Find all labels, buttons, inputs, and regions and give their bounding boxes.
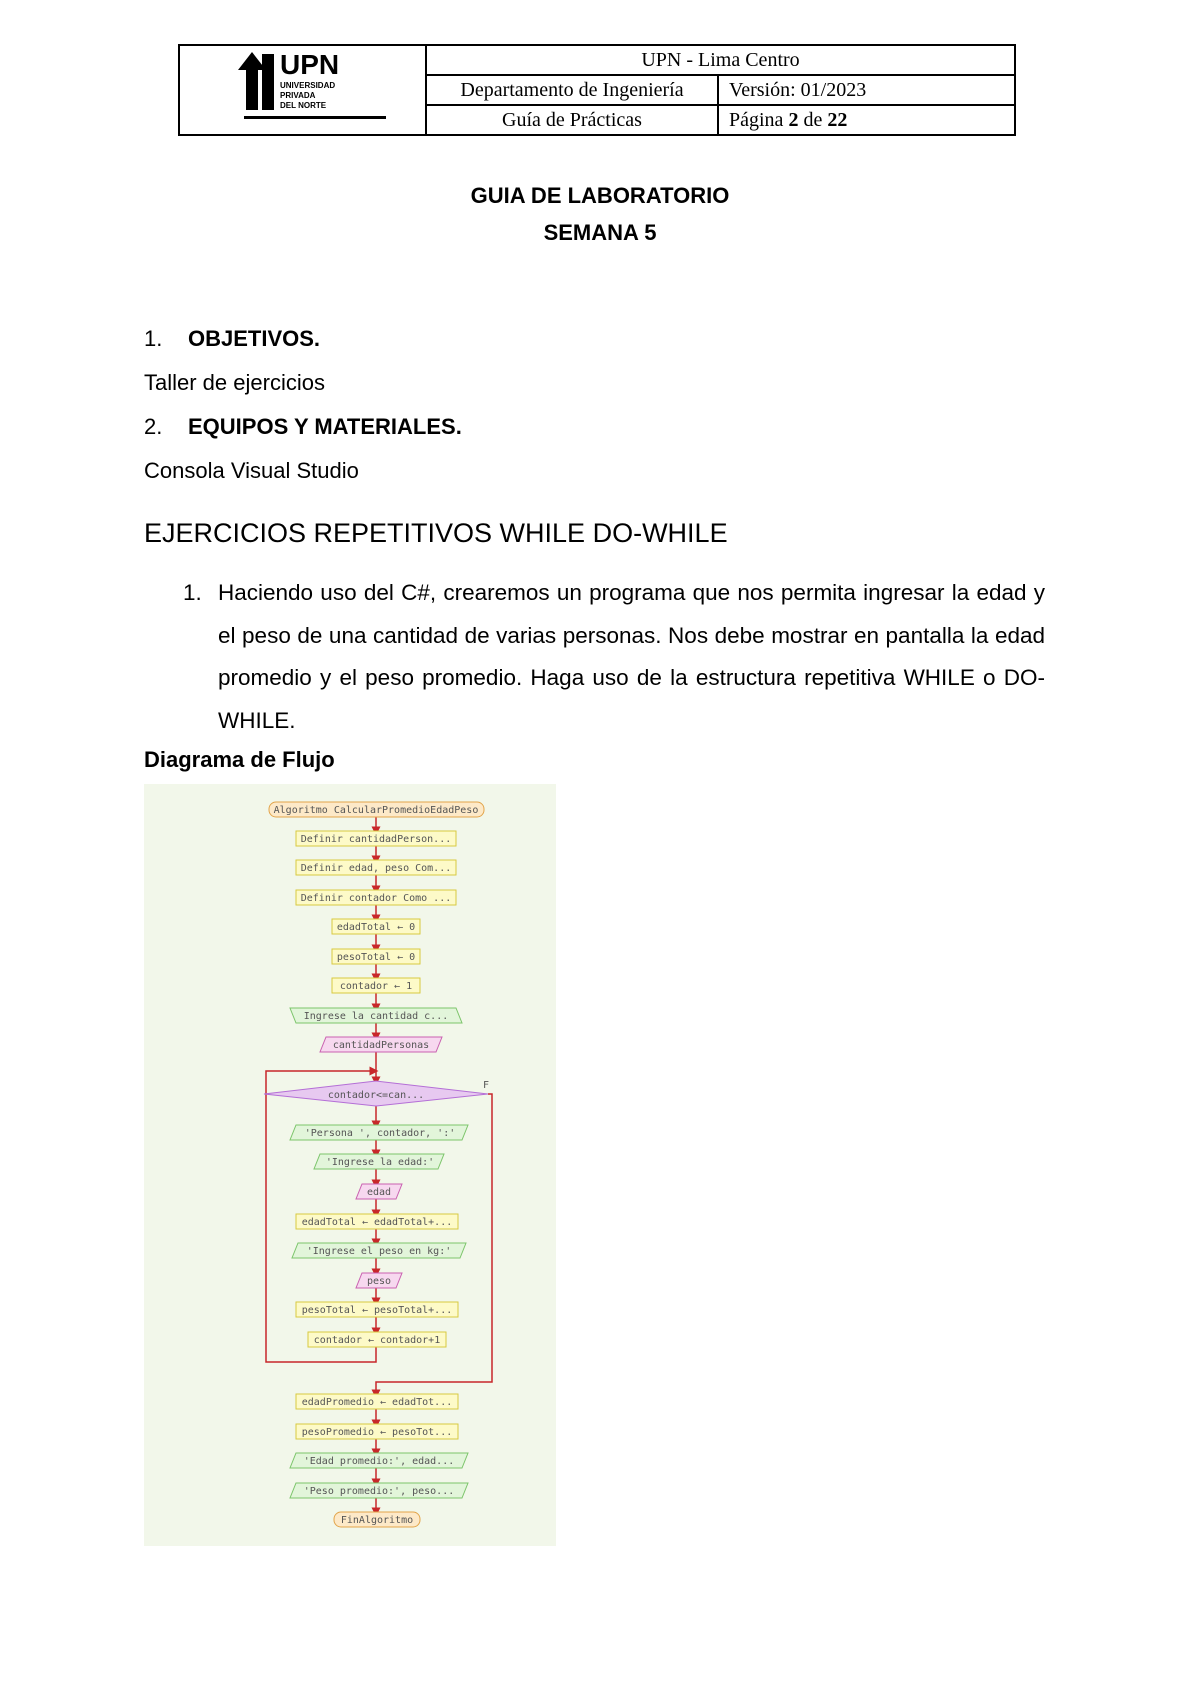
read-count-text: cantidadPersonas <box>332 1040 430 1051</box>
start-text: Algoritmo CalcularPromedioEdadPeso <box>273 805 479 816</box>
def-text-1: Definir cantidadPerson... <box>300 834 452 845</box>
logo-line-2: PRIVADA <box>280 91 316 100</box>
ask-age-text: 'Ingrese la edad:' <box>325 1157 435 1168</box>
exercise-1-text: Haciendo uso del C#, crearemos un programa que nos permita ingresar la edad y el peso de una cantidad de varias personas. Nos debe mostrar en pantalla la edad promedio y el peso promedio. Haga uso de la estructura repetitiva WHILE o DO-WHILE. <box>218 580 1045 733</box>
section-1-number: 1. <box>144 326 163 351</box>
init-text-2: pesoTotal ← 0 <box>336 952 416 963</box>
upn-logo <box>179 45 426 135</box>
section-2-body: Consola Visual Studio <box>144 458 359 483</box>
page-subtitle: SEMANA 5 <box>543 220 657 245</box>
init-text-1: edadTotal ← 0 <box>336 922 416 933</box>
exercise-1-number: 1. <box>183 580 202 605</box>
ask-weight-text: 'Ingrese el peso en kg:' <box>306 1246 452 1257</box>
upn-logo-icon <box>180 46 425 128</box>
logo-brand: UPN <box>280 49 340 80</box>
def-text-2: Definir edad, peso Com... <box>300 863 452 874</box>
section-2-number: 2. <box>144 414 163 439</box>
section-1-heading <box>144 326 320 352</box>
department-cell: Departamento de Ingeniería <box>426 75 718 105</box>
document-header <box>178 44 1016 136</box>
def-text-3: Definir contador Como ... <box>300 893 452 904</box>
init-text-3: contador ← 1 <box>339 981 413 992</box>
read-age-text: edad <box>366 1187 392 1198</box>
page-of: de <box>798 108 828 131</box>
sum-age-text: edadTotal ← edadTotal+... <box>301 1217 453 1228</box>
flowchart-svg <box>144 784 556 1546</box>
guide-cell: Guía de Prácticas <box>426 105 718 135</box>
loop-condition-text: contador<=can... <box>327 1090 425 1101</box>
avg-age-text: edadPromedio ← edadTot... <box>301 1397 453 1408</box>
logo-line-3: DEL NORTE <box>280 101 327 110</box>
campus-cell: UPN - Lima Centro <box>426 45 1015 75</box>
logo-line-1: UNIVERSIDAD <box>280 81 336 90</box>
section-1-title: OBJETIVOS. <box>188 326 321 351</box>
page-number-cell <box>718 105 1015 135</box>
diagram-label: Diagrama de Flujo <box>144 747 335 772</box>
page-total: 22 <box>827 108 848 131</box>
exercise-1 <box>183 572 1045 742</box>
section-2-title: EQUIPOS Y MATERIALES. <box>188 414 462 439</box>
increment-text: contador ← contador+1 <box>313 1335 441 1346</box>
page-prefix: Página <box>729 108 789 131</box>
prompt-count-text: Ingrese la cantidad c... <box>303 1011 449 1022</box>
out-person-text: 'Persona ', contador, ':' <box>304 1128 456 1139</box>
out-avg-weight-text: 'Peso promedio:', peso... <box>303 1486 455 1497</box>
flowchart <box>144 784 556 1546</box>
avg-weight-text: pesoPromedio ← pesoTot... <box>301 1427 453 1438</box>
out-avg-age-text: 'Edad promedio:', edad... <box>303 1456 455 1467</box>
page-current: 2 <box>788 108 799 131</box>
exercises-title: EJERCICIOS REPETITIVOS WHILE DO-WHILE <box>144 518 728 548</box>
decision-false-label: F <box>483 1080 490 1091</box>
version-cell: Versión: 01/2023 <box>718 75 1015 105</box>
section-2-heading <box>144 414 462 440</box>
sum-weight-text: pesoTotal ← pesoTotal+... <box>301 1305 453 1316</box>
read-weight-text: peso <box>366 1276 392 1287</box>
end-text: FinAlgoritmo <box>340 1515 414 1526</box>
page-title: GUIA DE LABORATORIO <box>470 183 730 208</box>
section-1-body: Taller de ejercicios <box>144 370 325 395</box>
